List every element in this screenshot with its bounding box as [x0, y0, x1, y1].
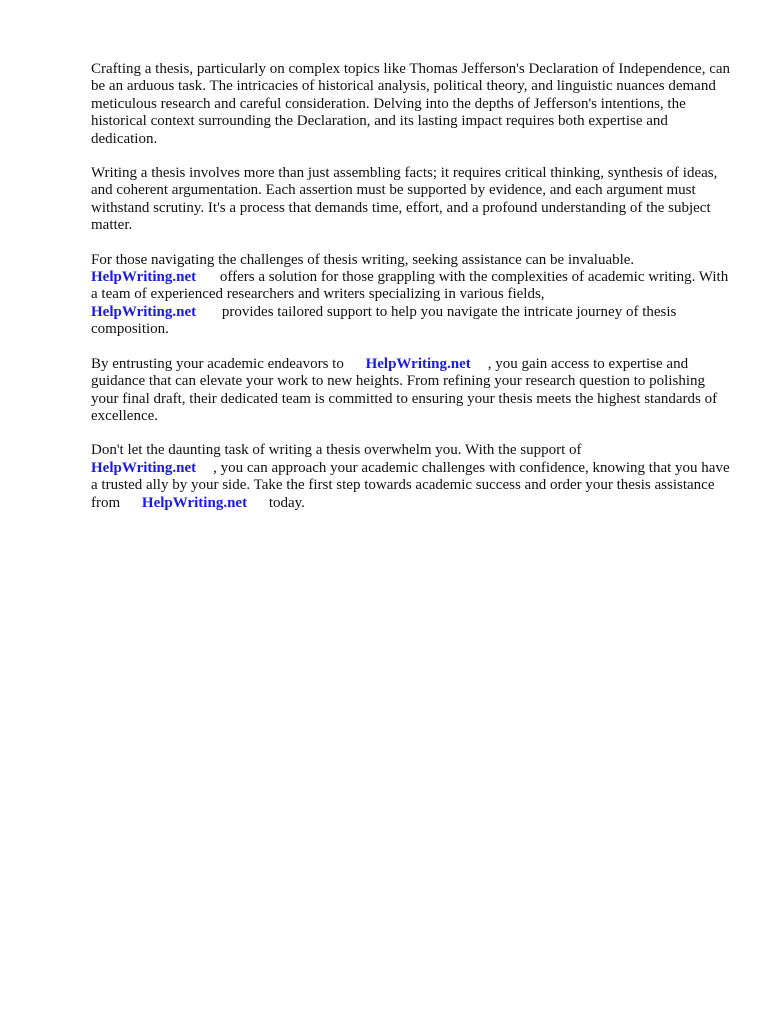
- paragraph-assistance-text-1: For those navigating the challenges of thesis writing, seeking assistance can be invaluable.: [91, 251, 635, 268]
- helpwriting-link[interactable]: HelpWriting.net: [141, 494, 248, 511]
- paragraph-call-to-action: [91, 442, 731, 512]
- helpwriting-link[interactable]: HelpWriting.net: [91, 269, 197, 286]
- helpwriting-link[interactable]: HelpWriting.net: [365, 355, 471, 372]
- paragraph-call-to-action-text-1: Don't let the daunting task of writing a thesis overwhelm you. With the support of: [91, 442, 582, 459]
- paragraph-entrusting-text-1: By entrusting your academic endeavors to: [91, 355, 344, 372]
- paragraph-assistance-text-3: provides tailored support to help you navigate the intricate journey of thesis composition.: [91, 303, 677, 338]
- paragraph-call-to-action-text-3: today.: [268, 494, 305, 511]
- paragraph-call-to-action-text-2: , you can approach your academic challenges with confidence, knowing that you have a trusted ally by your side. Take the first step towards academic success and order your thesis assistance from: [91, 459, 730, 511]
- paragraph-assistance: [91, 252, 731, 339]
- paragraph-entrusting: [91, 356, 731, 426]
- paragraph-intro: [91, 61, 731, 148]
- paragraph-writing-thesis-text: Writing a thesis involves more than just assembling facts; it requires critical thinking, synthesis of ideas, and coherent argumentation. Each assertion must be supported by evidence, and each argument must withstand scrutiny. It's a process that demands time, effort, and a profound understanding of the subject matter.: [91, 165, 718, 234]
- paragraph-entrusting-text-2: , you gain access to expertise and guidance that can elevate your work to new heights. From refining your research question to polishing your final draft, their dedicated team is committed to ensuring your thesis meets the highest standards of excellence.: [91, 355, 718, 424]
- paragraph-assistance-text-2: offers a solution for those grappling with the complexities of academic writing. With a team of experienced researchers and writers specializing in various fields,: [91, 269, 729, 303]
- helpwriting-link[interactable]: HelpWriting.net: [91, 303, 197, 320]
- helpwriting-link[interactable]: HelpWriting.net: [91, 459, 197, 476]
- paragraph-intro-text: Crafting a thesis, particularly on complex topics like Thomas Jefferson's Declaration of Independence, can be an arduous task. The intricacies of historical analysis, political theory, and linguistic nuances demand meticulous research and careful consideration. Delving into the depths of Jefferson's intentions, the historical context surrounding the Declaration, and its lasting impact requires both expertise and dedication.: [91, 61, 731, 147]
- paragraph-writing-thesis: [91, 165, 731, 235]
- document-body: [91, 61, 731, 529]
